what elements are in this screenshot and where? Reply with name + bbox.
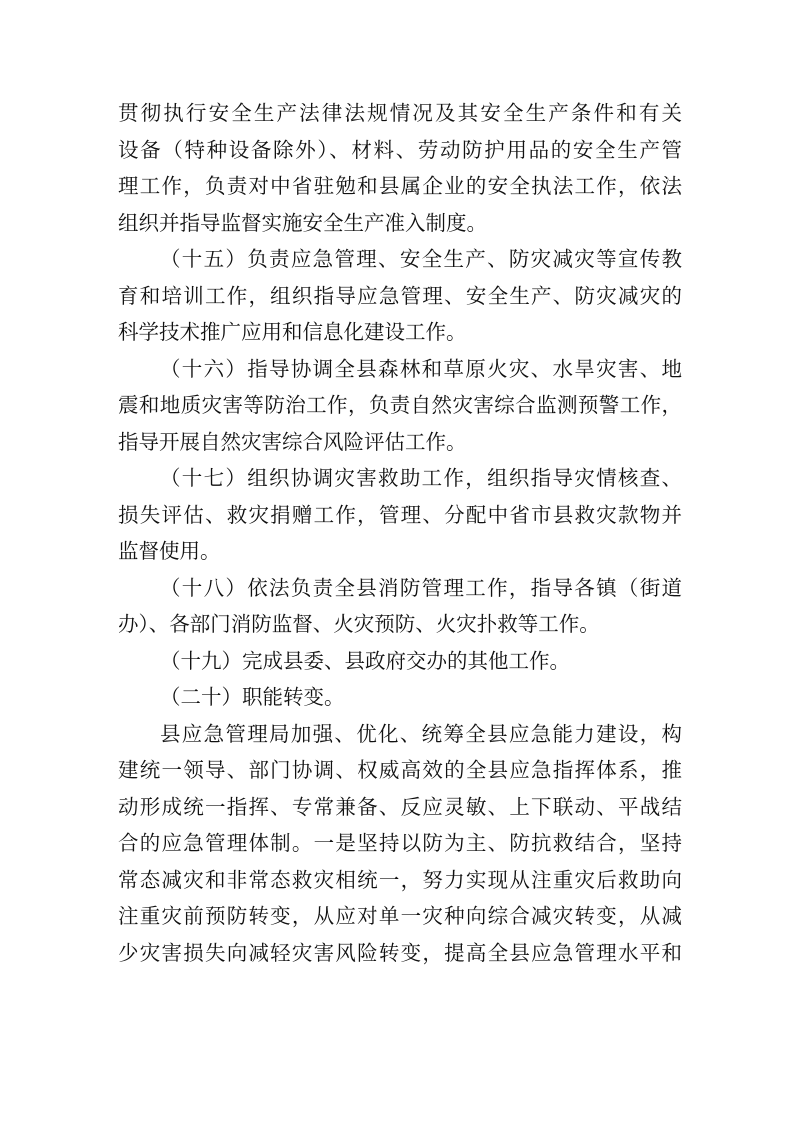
text-line: 常态减灾和非常态救灾相统一，努力实现从注重灾后救助向 <box>118 867 682 892</box>
text-line: 监督使用。 <box>118 539 221 563</box>
text-line: 育和培训工作，组织指导应急管理、安全生产、防灾减灾的 <box>118 283 682 308</box>
text-line: 科学技术推广应用和信息化建设工作。 <box>118 320 467 344</box>
text-line: 建统一领导、部门协调、权威高效的全县应急指挥体系，推 <box>118 758 682 782</box>
text-line: 县应急管理局加强、优化、统筹全县应急能力建设，构 <box>160 721 682 746</box>
text-line: 少灾害损失向减轻灾害风险转变，提高全县应急管理水平和 <box>118 940 682 965</box>
text-line: （十九）完成县委、县政府交办的其他工作。 <box>160 648 570 673</box>
text-line: 设备（特种设备除外）、材料、劳动防护用品的安全生产管 <box>118 137 682 162</box>
text-line: （二十）职能转变。 <box>160 685 345 709</box>
text-line: （十五）负责应急管理、安全生产、防灾减灾等宣传教 <box>160 247 682 271</box>
text-line: 损失评估、救灾捐赠工作，管理、分配中省市县救灾款物并 <box>118 502 682 527</box>
body-text <box>118 95 682 971</box>
text-line: 指导开展自然灾害综合风险评估工作。 <box>118 429 467 454</box>
text-line: 合的应急管理体制。一是坚持以防为主、防抗救结合，坚持 <box>118 831 682 855</box>
text-line: （十六）指导协调全县森林和草原火灾、水旱灾害、地 <box>160 356 682 381</box>
text-line: 贯彻执行安全生产法律法规情况及其安全生产条件和有关 <box>118 101 682 125</box>
text-line: 办）、各部门消防监督、火灾预防、火灾扑救等工作。 <box>118 612 600 636</box>
text-line: （十七）组织协调灾害救助工作，组织指导灾情核查、 <box>160 466 682 490</box>
text-line: 理工作，负责对中省驻勉和县属企业的安全执法工作，依法 <box>118 174 682 198</box>
text-line: 震和地质灾害等防治工作，负责自然灾害综合监测预警工作， <box>118 393 682 417</box>
text-line: 动形成统一指挥、专常兼备、反应灵敏、上下联动、平战结 <box>118 794 682 819</box>
text-line: （十八）依法负责全县消防管理工作，指导各镇（街道 <box>160 575 682 600</box>
text-line: 注重灾前预防转变，从应对单一灾种向综合减灾转变，从减 <box>118 904 682 928</box>
text-line: 组织并指导监督实施安全生产准入制度。 <box>118 210 487 235</box>
